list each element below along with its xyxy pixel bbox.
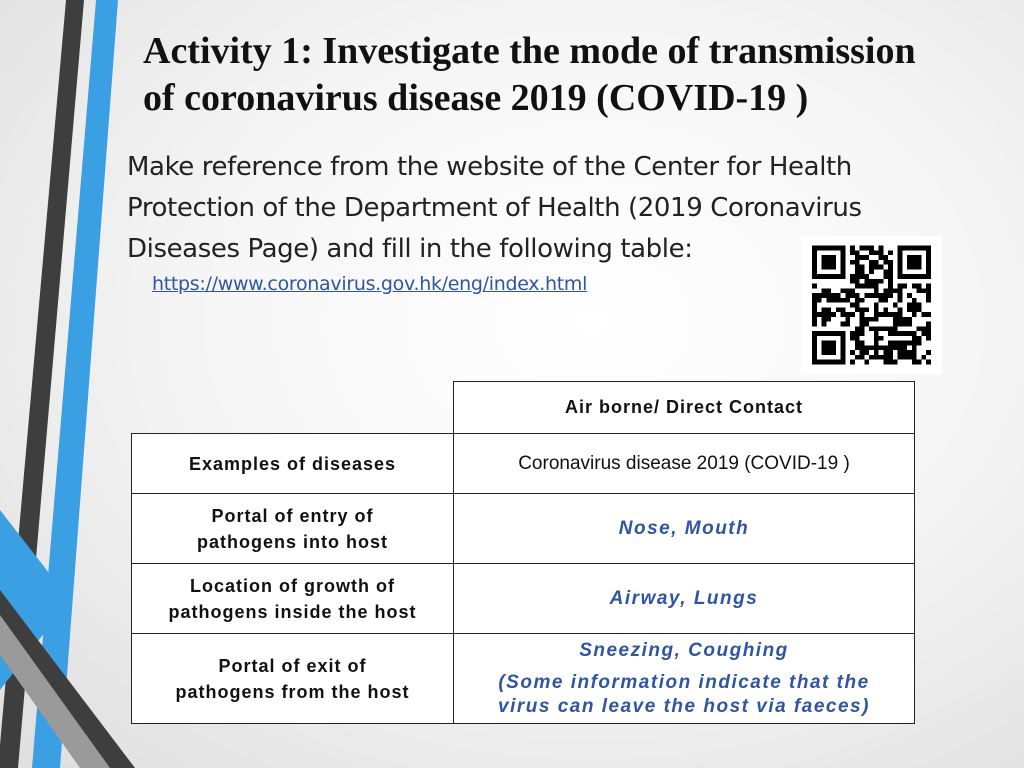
qr-module <box>869 269 874 274</box>
qr-module <box>883 355 888 360</box>
qr-module <box>841 307 846 312</box>
row-label <box>132 564 454 634</box>
answer-cell <box>454 494 915 564</box>
qr-module <box>893 312 898 317</box>
qr-module <box>907 322 912 327</box>
qr-module <box>883 326 888 331</box>
qr-module <box>926 284 931 289</box>
row-label <box>132 494 454 564</box>
qr-module <box>912 284 917 289</box>
qr-module <box>826 288 831 293</box>
qr-module <box>912 303 917 308</box>
qr-module <box>874 331 879 336</box>
qr-module <box>907 355 912 360</box>
qr-module <box>879 336 884 341</box>
qr-module <box>898 298 903 303</box>
qr-module <box>860 274 865 279</box>
qr-module <box>898 331 903 336</box>
qr-module <box>864 350 869 355</box>
qr-module <box>917 360 922 365</box>
qr-module <box>864 255 869 260</box>
qr-module <box>874 293 879 298</box>
qr-module <box>860 350 865 355</box>
qr-module <box>921 326 926 331</box>
qr-module <box>855 341 860 346</box>
qr-module <box>850 350 855 355</box>
qr-module <box>836 298 841 303</box>
table-row <box>132 634 915 724</box>
qr-module <box>817 312 822 317</box>
qr-module <box>812 303 817 308</box>
qr-module <box>883 360 888 365</box>
qr-module <box>860 269 865 274</box>
qr-module <box>822 307 827 312</box>
answer-text: Nose, Mouth <box>618 517 750 539</box>
answer-cell <box>454 434 915 494</box>
table-row <box>132 434 915 494</box>
qr-module <box>883 307 888 312</box>
qr-module <box>841 322 846 327</box>
qr-module <box>893 345 898 350</box>
row-label-line: pathogens from the host <box>175 681 410 702</box>
qr-module <box>874 279 879 284</box>
row-label-line: pathogens inside the host <box>168 601 417 622</box>
qr-module <box>855 274 860 279</box>
qr-module <box>921 355 926 360</box>
qr-module <box>845 298 850 303</box>
qr-module <box>912 331 917 336</box>
qr-module <box>926 288 931 293</box>
title-line-1: Activity 1: Investigate the mode of transmission <box>143 30 916 72</box>
qr-module <box>898 345 903 350</box>
qr-module <box>855 303 860 308</box>
qr-module <box>874 284 879 289</box>
qr-module <box>888 350 893 355</box>
qr-module <box>883 298 888 303</box>
qr-module <box>893 303 898 308</box>
qr-module <box>826 312 831 317</box>
empty-header-cell <box>132 382 454 434</box>
qr-module <box>850 331 855 336</box>
qr-module <box>860 265 865 270</box>
qr-module <box>850 336 855 341</box>
qr-module <box>869 265 874 270</box>
qr-module <box>860 298 865 303</box>
qr-module <box>850 303 855 308</box>
column-header-airborne: Air borne/ Direct Contact <box>454 382 915 434</box>
qr-module <box>822 293 827 298</box>
qr-module <box>874 303 879 308</box>
qr-module <box>822 312 827 317</box>
qr-module <box>888 331 893 336</box>
row-label <box>132 634 454 724</box>
qr-module <box>926 360 931 365</box>
qr-module <box>864 345 869 350</box>
qr-module <box>855 345 860 350</box>
qr-module <box>864 274 869 279</box>
qr-module <box>869 345 874 350</box>
qr-module <box>888 341 893 346</box>
qr-module <box>888 293 893 298</box>
qr-module <box>898 288 903 293</box>
qr-module <box>879 279 884 284</box>
qr-module <box>912 298 917 303</box>
qr-module <box>874 336 879 341</box>
qr-module <box>888 288 893 293</box>
answer-note-line: (Some information indicate that the <box>498 671 870 693</box>
qr-module <box>902 284 907 289</box>
qr-module <box>874 288 879 293</box>
qr-module <box>850 250 855 255</box>
qr-module <box>874 350 879 355</box>
qr-module <box>850 274 855 279</box>
answer-text: Airway, Lungs <box>609 587 759 609</box>
qr-module <box>860 307 865 312</box>
qr-module <box>926 350 931 355</box>
qr-module <box>845 312 850 317</box>
qr-module <box>921 331 926 336</box>
qr-module <box>812 322 817 327</box>
qr-module <box>883 312 888 317</box>
qr-module <box>883 269 888 274</box>
qr-module <box>850 312 855 317</box>
qr-module <box>883 350 888 355</box>
qr-module <box>874 317 879 322</box>
qr-module <box>860 246 865 251</box>
qr-module <box>841 312 846 317</box>
qr-module <box>898 293 903 298</box>
qr-module <box>874 345 879 350</box>
qr-module <box>831 293 836 298</box>
qr-module <box>812 293 817 298</box>
qr-module <box>888 284 893 289</box>
qr-module <box>879 326 884 331</box>
qr-module <box>841 298 846 303</box>
qr-module <box>898 341 903 346</box>
instruction-line-3: Diseases Page) and fill in the following table: <box>127 234 693 264</box>
qr-module <box>917 341 922 346</box>
qr-module <box>926 326 931 331</box>
qr-module <box>926 298 931 303</box>
qr-module <box>912 312 917 317</box>
qr-module <box>879 293 884 298</box>
qr-module <box>898 355 903 360</box>
qr-module <box>902 341 907 346</box>
qr-module <box>860 345 865 350</box>
row-label-line: Portal of entry of <box>211 505 374 526</box>
qr-module <box>917 326 922 331</box>
qr-module <box>860 331 865 336</box>
answer-cell <box>454 564 915 634</box>
title-line-2: of coronavirus disease 2019 (COVID-19 ) <box>143 77 809 119</box>
chp-website-link[interactable]: https://www.coronavirus.gov.hk/eng/index.html <box>152 273 588 295</box>
qr-module <box>822 322 827 327</box>
qr-module <box>912 360 917 365</box>
qr-module <box>902 317 907 322</box>
qr-module <box>874 355 879 360</box>
qr-module <box>869 284 874 289</box>
qr-module <box>888 326 893 331</box>
qr-module <box>888 265 893 270</box>
qr-module <box>898 284 903 289</box>
qr-module <box>855 284 860 289</box>
qr-module <box>874 312 879 317</box>
qr-module <box>812 312 817 317</box>
qr-module <box>869 317 874 322</box>
qr-module <box>879 250 884 255</box>
qr-module <box>902 322 907 327</box>
qr-module <box>917 336 922 341</box>
qr-module <box>907 293 912 298</box>
qr-module <box>921 288 926 293</box>
qr-module <box>874 250 879 255</box>
qr-module <box>860 255 865 260</box>
row-label-line: Location of growth of <box>190 575 395 596</box>
qr-code-icon <box>801 236 942 374</box>
qr-module <box>869 279 874 284</box>
qr-module <box>860 341 865 346</box>
qr-module <box>917 307 922 312</box>
qr-module <box>902 331 907 336</box>
qr-module <box>879 265 884 270</box>
qr-module <box>926 293 931 298</box>
qr-module <box>864 360 869 365</box>
qr-module <box>874 341 879 346</box>
qr-module <box>826 298 831 303</box>
qr-module <box>907 350 912 355</box>
qr-module <box>812 317 817 322</box>
qr-module <box>845 317 850 322</box>
qr-module <box>864 293 869 298</box>
qr-module <box>869 246 874 251</box>
qr-module <box>860 284 865 289</box>
qr-module <box>912 307 917 312</box>
qr-module <box>926 331 931 336</box>
qr-module <box>860 326 865 331</box>
qr-module <box>855 298 860 303</box>
qr-module <box>926 322 931 327</box>
qr-module <box>888 260 893 265</box>
qr-module <box>907 303 912 308</box>
qr-module <box>826 317 831 322</box>
qr-module <box>917 284 922 289</box>
qr-module <box>879 255 884 260</box>
qr-module <box>845 293 850 298</box>
qr-module <box>912 341 917 346</box>
qr-module <box>855 260 860 265</box>
qr-module <box>879 312 884 317</box>
qr-module <box>912 345 917 350</box>
qr-module <box>855 336 860 341</box>
qr-module <box>926 312 931 317</box>
qr-module <box>860 312 865 317</box>
qr-module <box>898 307 903 312</box>
qr-module <box>817 293 822 298</box>
qr-module <box>883 288 888 293</box>
qr-module <box>855 293 860 298</box>
row-label <box>132 434 454 494</box>
qr-module <box>812 298 817 303</box>
qr-module <box>907 317 912 322</box>
qr-module <box>879 355 884 360</box>
qr-module <box>888 312 893 317</box>
instruction-line-2: Protection of the Department of Health (2019 Coronavirus <box>127 193 862 223</box>
qr-module <box>874 260 879 265</box>
qr-module <box>883 345 888 350</box>
answer-text: Sneezing, Coughing <box>579 639 789 661</box>
answer-cell <box>454 634 915 724</box>
table-row <box>132 494 915 564</box>
qr-module <box>888 360 893 365</box>
qr-module <box>893 341 898 346</box>
qr-module <box>888 279 893 284</box>
qr-module <box>826 293 831 298</box>
qr-module <box>893 360 898 365</box>
qr-module <box>888 269 893 274</box>
table-row <box>132 564 915 634</box>
qr-module <box>822 317 827 322</box>
qr-module <box>921 312 926 317</box>
qr-module <box>888 250 893 255</box>
qr-module <box>841 288 846 293</box>
qr-module <box>883 274 888 279</box>
qr-module <box>893 326 898 331</box>
qr-module <box>893 322 898 327</box>
qr-module <box>869 355 874 360</box>
qr-module <box>907 255 921 269</box>
qr-module <box>898 317 903 322</box>
qr-module <box>907 331 912 336</box>
transmission-table <box>131 381 915 724</box>
qr-module <box>860 322 865 327</box>
qr-module <box>902 345 907 350</box>
slide-title <box>143 28 1003 122</box>
qr-module <box>898 312 903 317</box>
qr-module <box>860 355 865 360</box>
qr-module <box>888 274 893 279</box>
qr-module <box>898 350 903 355</box>
qr-module <box>888 345 893 350</box>
qr-module <box>917 288 922 293</box>
qr-module <box>822 288 827 293</box>
qr-module <box>879 298 884 303</box>
qr-module <box>893 317 898 322</box>
qr-module <box>855 331 860 336</box>
qr-module <box>831 298 836 303</box>
qr-module <box>845 322 850 327</box>
qr-module <box>926 336 931 341</box>
qr-module <box>874 326 879 331</box>
qr-module <box>874 307 879 312</box>
qr-module <box>860 317 865 322</box>
qr-module <box>869 293 874 298</box>
qr-module <box>855 255 860 260</box>
qr-module <box>850 360 855 365</box>
qr-module <box>879 246 884 251</box>
qr-module <box>912 336 917 341</box>
qr-module <box>907 341 912 346</box>
qr-module <box>812 284 817 289</box>
answer-note-line: virus can leave the host via faeces) <box>498 695 870 717</box>
row-label-line: pathogens into host <box>197 531 388 552</box>
qr-module <box>855 279 860 284</box>
qr-module <box>855 326 860 331</box>
qr-module <box>864 322 869 327</box>
row-label-line: Examples of diseases <box>188 453 397 474</box>
qr-module <box>864 246 869 251</box>
qr-module <box>888 355 893 360</box>
decorative-stripes <box>0 0 140 768</box>
qr-module <box>893 288 898 293</box>
qr-module <box>869 326 874 331</box>
qr-module <box>898 322 903 327</box>
qr-module <box>874 265 879 270</box>
qr-module <box>869 250 874 255</box>
qr-module <box>912 355 917 360</box>
qr-module <box>831 312 836 317</box>
qr-module <box>836 293 841 298</box>
row-label-line: Portal of exit of <box>218 655 367 676</box>
qr-module <box>822 341 836 355</box>
qr-module <box>850 279 855 284</box>
qr-module <box>845 288 850 293</box>
qr-module <box>812 307 817 312</box>
qr-module <box>917 303 922 308</box>
qr-module <box>907 307 912 312</box>
qr-module <box>893 331 898 336</box>
qr-module <box>883 255 888 260</box>
qr-module <box>855 250 860 255</box>
qr-module <box>850 260 855 265</box>
qr-module <box>855 265 860 270</box>
qr-module <box>864 317 869 322</box>
qr-module <box>850 293 855 298</box>
qr-module <box>864 284 869 289</box>
qr-module <box>902 350 907 355</box>
answer-text: Coronavirus disease 2019 (COVID-19 ) <box>518 452 850 474</box>
qr-module <box>869 260 874 265</box>
qr-module <box>883 260 888 265</box>
qr-module <box>879 345 884 350</box>
qr-module <box>912 350 917 355</box>
qr-module <box>850 246 855 251</box>
qr-module <box>826 307 831 312</box>
qr-module <box>836 307 841 312</box>
qr-module <box>855 355 860 360</box>
qr-module <box>883 293 888 298</box>
qr-module <box>822 255 836 269</box>
qr-module <box>817 298 822 303</box>
qr-module <box>902 355 907 360</box>
qr-module <box>864 307 869 312</box>
qr-module <box>850 288 855 293</box>
qr-module <box>855 307 860 312</box>
qr-module <box>864 279 869 284</box>
qr-module <box>855 269 860 274</box>
instruction-line-1: Make reference from the website of the Center for Health <box>127 152 852 182</box>
